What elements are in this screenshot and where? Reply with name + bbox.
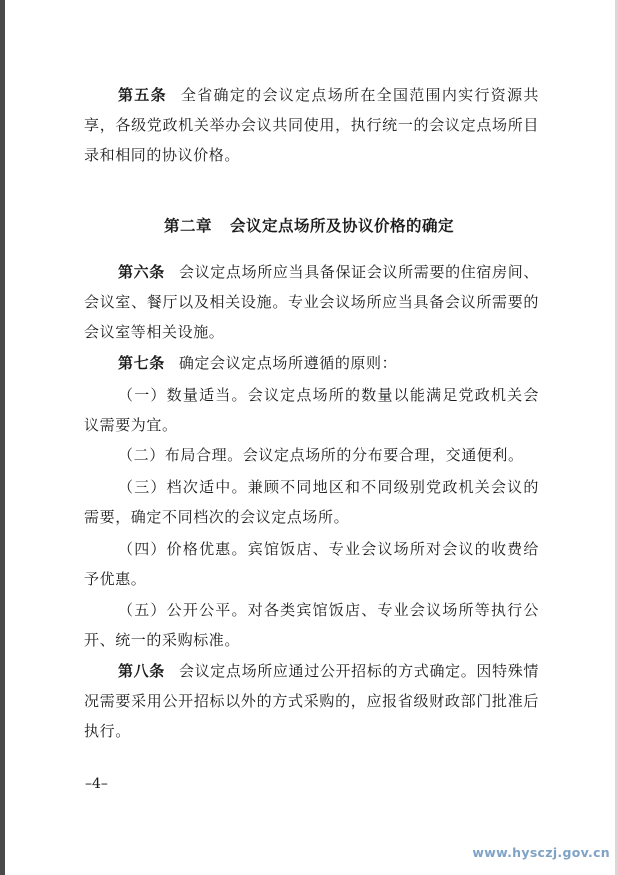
- website-watermark: www.hysczj.gov.cn: [472, 845, 610, 860]
- article-8-heading: 第八条: [118, 662, 165, 680]
- chapter-title: 会议定点场所及协议价格的确定: [230, 217, 455, 235]
- article-7-text: 确定会议定点场所遵循的原则：: [178, 354, 398, 372]
- article-5: [84, 80, 539, 170]
- article-5-text: 全省确定的会议定点场所在全国范围内实行资源共享，各级党政机关举办会议共同使用，执行统一的会议定点场所目录和相同的协议价格。: [84, 86, 540, 164]
- article-7: [84, 348, 539, 378]
- article-7-item-5: （五）公开公平。对各类宾馆饭店、专业会议场所等执行公开、统一的采购标准。: [84, 601, 539, 649]
- article-8-text: 会议定点场所应通过公开招标的方式确定。因特殊情况需要采用公开招标以外的方式采购的，应报省级财政部门批准后执行。: [84, 662, 539, 740]
- article-7-item-4: （四）价格优惠。宾馆饭店、专业会议场所对会议的收费给予优惠。: [84, 540, 539, 588]
- article-6-heading: 第六条: [118, 263, 165, 281]
- chapter-heading: [0, 214, 618, 236]
- article-5-heading: 第五条: [118, 86, 167, 104]
- article-7-item-3: （三）档次适中。兼顾不同地区和不同级别党政机关会议的需要，确定不同档次的会议定点场所。: [84, 478, 539, 526]
- page-number: –4–: [85, 776, 108, 792]
- article-7-item-1: （一）数量适当。会议定点场所的数量以能满足党政机关会议需要为宜。: [84, 386, 539, 434]
- chapter-number: 第二章: [163, 217, 212, 235]
- article-6: [84, 257, 539, 347]
- article-7-item-2: （二）布局合理。会议定点场所的分布要合理，交通便利。: [118, 446, 524, 464]
- article-7-heading: 第七条: [118, 354, 165, 372]
- article-6-text: 会议定点场所应当具备保证会议所需要的住宿房间、会议室、餐厅以及相关设施。专业会议场所应当具备会议所需要的会议室等相关设施。: [84, 263, 539, 341]
- article-8: [84, 656, 539, 746]
